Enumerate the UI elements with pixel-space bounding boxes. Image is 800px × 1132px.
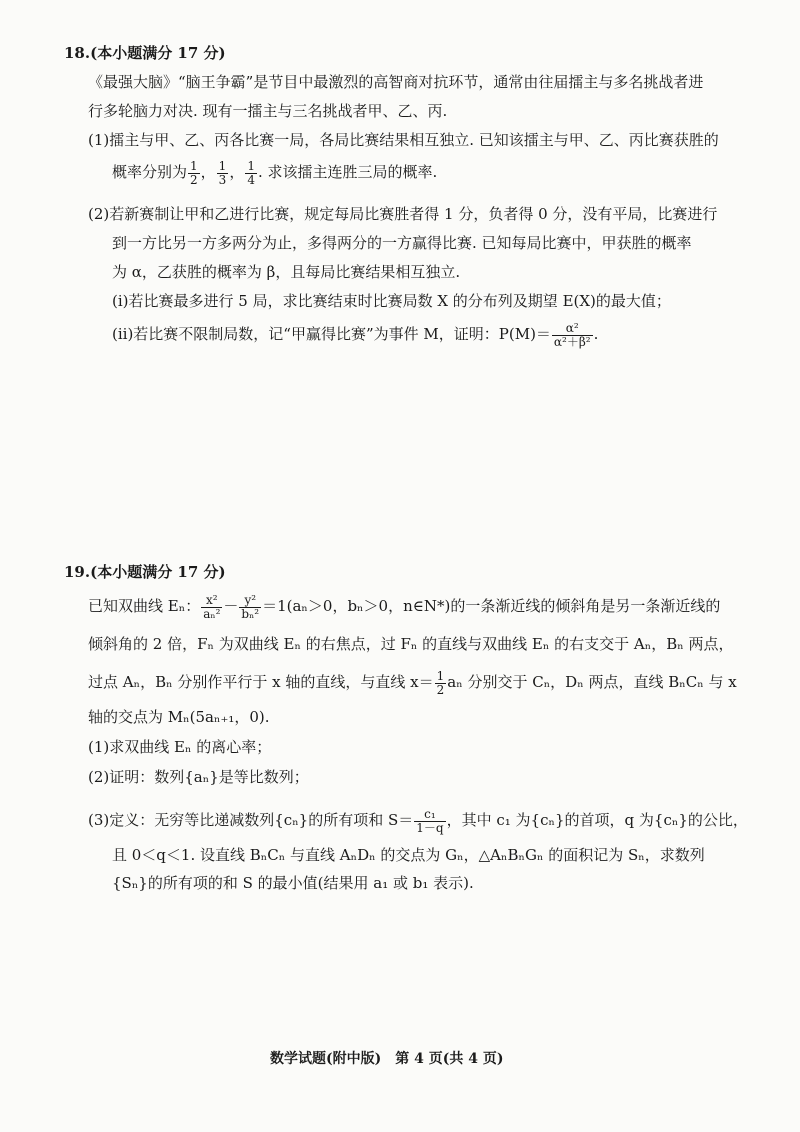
q18-intro-line1: 《最强大脑》“脑王争霸”是节目中最激烈的高智商对抗环节，通常由往届擂主与多名挑战者进 <box>88 73 704 91</box>
q18-part2-line1: (2)若新赛制让甲和乙进行比赛，规定每局比赛胜者得 1 分，负者得 0 分，没有平局，比赛进行 <box>88 205 718 223</box>
q19-line3 <box>88 670 737 696</box>
fraction-quarter: $\frac{1}{4}$ <box>247 159 255 187</box>
q19-line4: 轴的交点为 Mₙ(5aₙ₊₁，0). <box>88 708 270 726</box>
hyperbola-y-term: $\frac{\text{y²}}{\text{bₙ²}}$ <box>241 593 260 621</box>
q18-part2-i: (ⅰ)若比赛最多进行 5 局，求比赛结束时比赛局数 X 的分布列及期望 E(X)的最大值； <box>112 292 671 310</box>
q19-part3-line2: 且 0＜q＜1. 设直线 BₙCₙ 与直线 AₙDₙ 的交点为 Gₙ，△AₙBₙGₙ 的面积记为 Sₙ，求数列 <box>112 846 705 864</box>
q18-part2-ii <box>112 322 598 348</box>
q19-line3-suffix: aₙ 分别交于 Cₙ，Dₙ 两点，直线 BₙCₙ 与 x <box>447 673 737 692</box>
hyperbola-x-term: $\frac{\text{x²}}{\text{aₙ²}}$ <box>203 593 221 621</box>
probability-fraction: $\frac{\text{α²}}{\text{α²＋β²}}$ <box>553 321 591 349</box>
q18-part1-line2: 概率分别为 $\frac{1}{2}$ ， $\frac{1}{3}$ ， $\frac{1}{4}$ . 求该擂主连胜三局的概率. <box>112 159 438 187</box>
q18-intro-line2: 行多轮脑力对决. 现有一擂主与三名挑战者甲、乙、丙. <box>88 102 448 120</box>
q18-part2-ii-prefix: (ⅱ)若比赛不限制局数，记“甲赢得比赛”为事件 M，证明：P(M)＝ <box>112 325 551 344</box>
q19-part3-prefix: (3)定义：无穷等比递减数列{cₙ}的所有项和 S＝ <box>88 811 414 830</box>
series-sum-fraction: $\frac{\text{c₁}}{1-q}$ <box>416 807 444 835</box>
q19-part3-line1 <box>88 808 748 834</box>
q19-line1-prefix: 已知双曲线 Eₙ： <box>88 597 201 616</box>
fraction-third: $\frac{1}{3}$ <box>218 159 227 187</box>
fraction-half-line: $\frac{1}{2}$ <box>436 669 445 697</box>
q18-part2-line2: 到一方比另一方多两分为止，多得两分的一方赢得比赛. 已知每局比赛中，甲获胜的概率 <box>112 234 692 252</box>
q18-part2-line3: 为 α，乙获胜的概率为 β，且每局比赛结果相互独立. <box>112 263 461 281</box>
q18-part1-suffix: . 求该擂主连胜三局的概率. <box>257 163 438 182</box>
q19-line3-prefix: 过点 Aₙ，Bₙ 分别作平行于 x 轴的直线，与直线 x＝ <box>88 673 434 692</box>
q19-part2: (2)证明：数列{aₙ}是等比数列； <box>88 768 309 786</box>
q18-part1-prefix: 概率分别为 <box>112 163 188 182</box>
q19-part1: (1)求双曲线 Eₙ 的离心率； <box>88 738 272 756</box>
q19-line2: 倾斜角的 2 倍，Fₙ 为双曲线 Eₙ 的右焦点，过 Fₙ 的直线与双曲线 Eₙ 的右支交于 Aₙ，Bₙ 两点， <box>88 635 734 653</box>
fraction-half: $\frac{1}{2}$ <box>190 159 198 187</box>
q18-part2-ii-end: . <box>593 325 599 344</box>
q19-header: 19.(本小题满分 17 分) <box>64 563 226 581</box>
q18-header: 18.(本小题满分 17 分) <box>64 44 226 62</box>
page-footer: 数学试题(附中版) 第 4 页(共 4 页) <box>270 1051 504 1067</box>
q19-line1 <box>88 594 720 620</box>
q19-line1-suffix: ＝1(aₙ＞0，bₙ＞0，n∈N*)的一条渐近线的倾斜角是另一条渐近线的 <box>262 597 721 616</box>
minus-sign: － <box>223 597 239 616</box>
q18-part1-line1: (1)擂主与甲、乙、丙各比赛一局，各局比赛结果相互独立. 已知该擂主与甲、乙、丙比赛获胜的 <box>88 131 719 149</box>
q19-part3-line3: {Sₙ}的所有项的和 S 的最小值(结果用 a₁ 或 b₁ 表示). <box>112 874 474 892</box>
q19-part3-suffix: ，其中 c₁ 为{cₙ}的首项，q 为{cₙ}的公比， <box>446 811 748 830</box>
